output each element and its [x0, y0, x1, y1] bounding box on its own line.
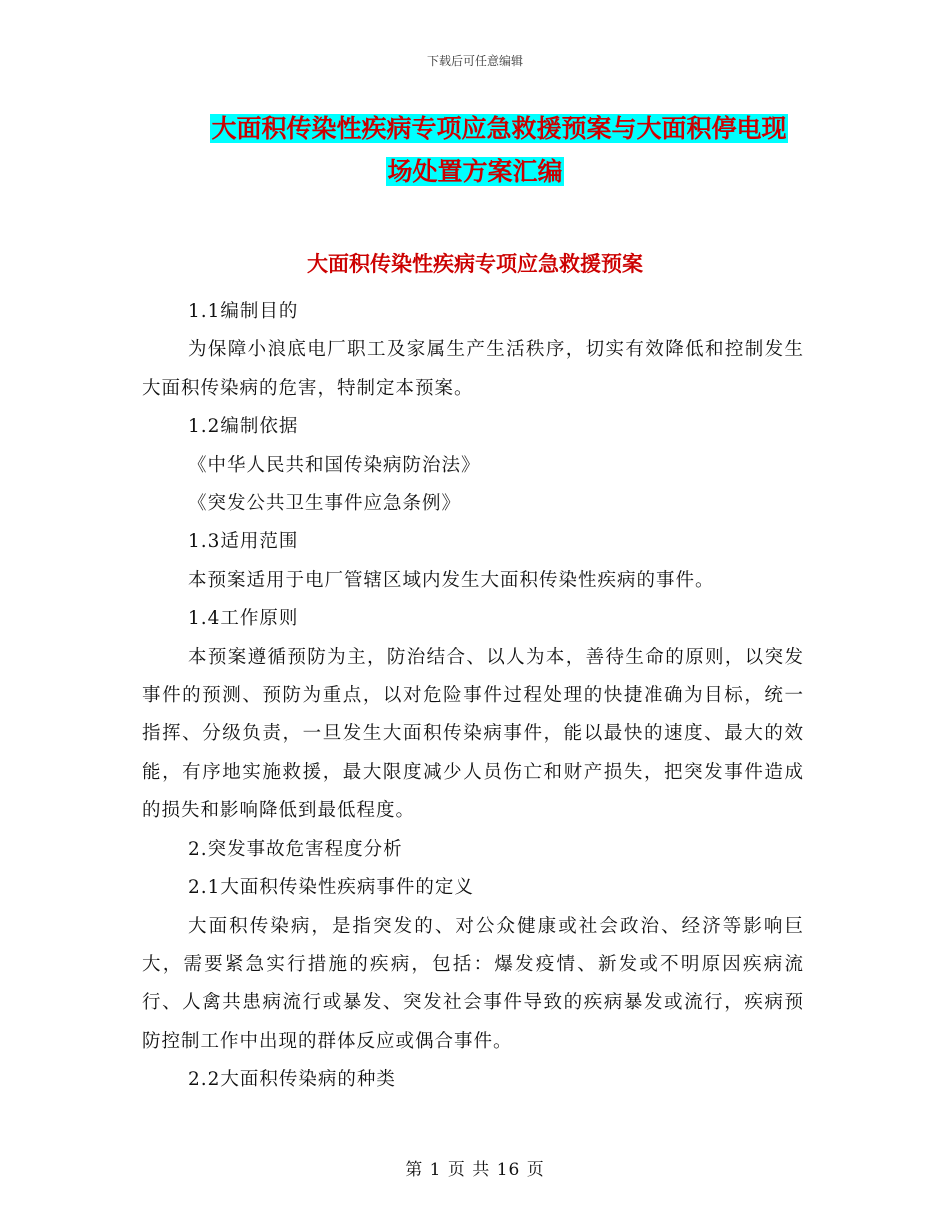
paragraph: 1.1编制目的	[188, 301, 299, 322]
paragraph: 1.2编制依据	[188, 416, 299, 438]
document-body	[142, 293, 804, 1100]
paragraph: 大面积传染病，是指突发的、对公众健康或社会政治、经济等影响巨大，需要紧急实行措施的疾病，包括：爆发疫情、新发或不明原因疾病流行、人禽共患病流行或暴发、突发社会事件导致的疾病暴发或流行，疾病预防控制工作中出现的群体反应或偶合事件。	[142, 915, 804, 1052]
paragraph: 《突发公共卫生事件应急条例》	[188, 493, 462, 515]
document-title-line-2	[0, 154, 950, 190]
header-note: 下载后可任意编辑	[426, 54, 523, 68]
paragraph: 为保障小浪底电厂职工及家属生产生活秩序，切实有效降低和控制发生大面积传染病的危害，特制定本预案。	[142, 339, 804, 399]
paragraph: 《中华人民共和国传染病防治法》	[188, 454, 481, 476]
paragraph: 1.4工作原则	[188, 608, 299, 630]
paragraph: 2.1大面积传染性疾病事件的定义	[188, 877, 474, 899]
paragraph: 1.3适用范围	[188, 531, 299, 553]
paragraph: 本预案适用于电厂管辖区域内发生大面积传染性疾病的事件。	[188, 569, 715, 591]
page-number-footer: 第 1 页 共 16 页	[405, 1160, 545, 1180]
paragraph: 2.2大面积传染病的种类	[188, 1069, 396, 1091]
paragraph: 本预案遵循预防为主，防治结合、以人为本，善待生命的原则，以突发事件的预测、预防为重点，以对危险事件过程处理的快捷准确为目标，统一指挥、分级负责，一旦发生大面积传染病事件，能以最快的速度、最大的效能，有序地实施救援，最大限度减少人员伤亡和财产损失，把突发事件造成的损失和影响降低到最低程度。	[142, 646, 804, 822]
document-title-line-1-text: 大面积传染性疾病专项应急救援预案与大面积停电现	[211, 114, 787, 143]
document-title-line-2-text: 场处置方案汇编	[387, 157, 563, 186]
document-title-line-1	[0, 111, 950, 147]
section-title: 大面积传染性疾病专项应急救援预案	[307, 252, 643, 276]
paragraph: 2.突发事故危害程度分析	[188, 838, 403, 860]
